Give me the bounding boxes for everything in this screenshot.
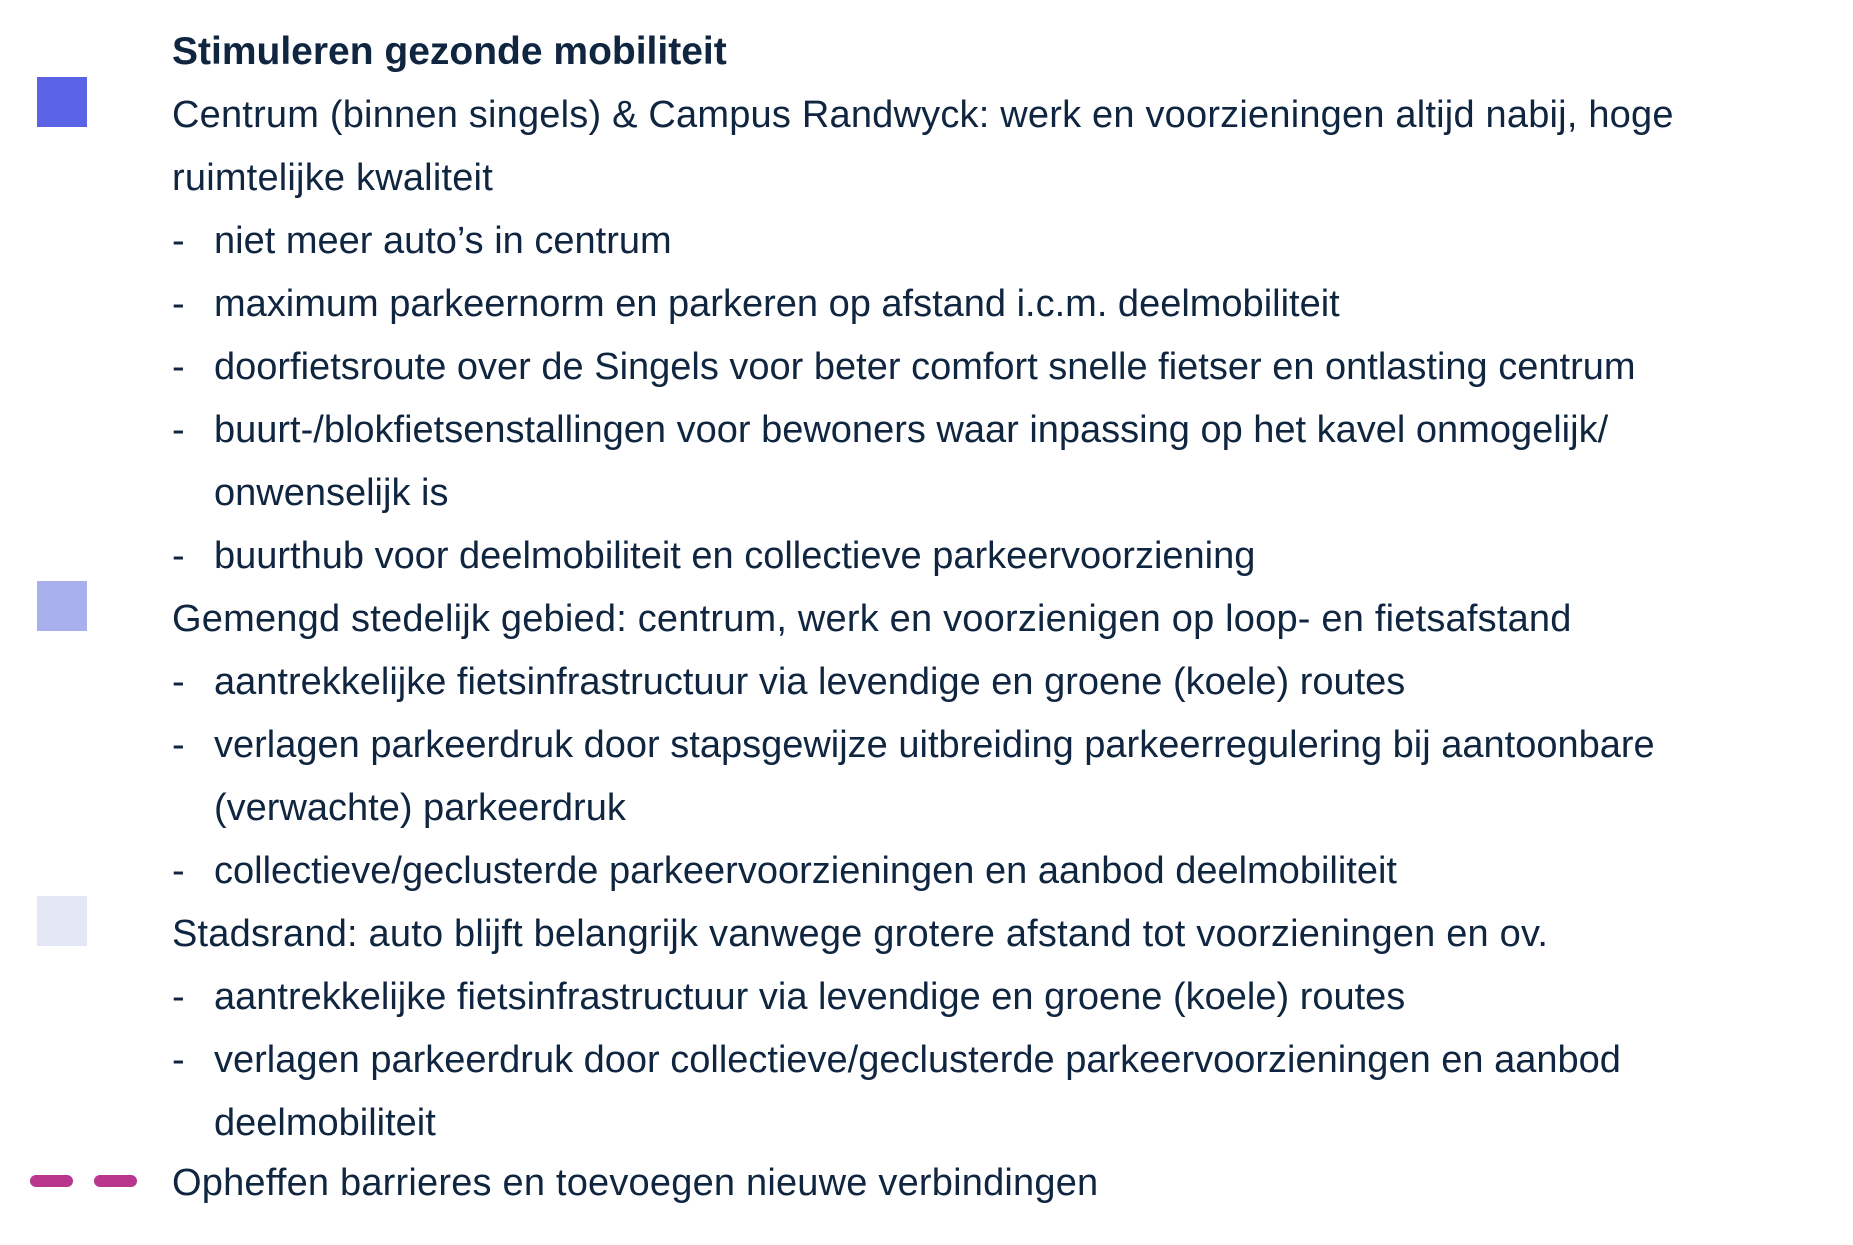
stadsrand-color-swatch [37, 896, 87, 946]
centrum-item-text: doorfietsroute over de Singels voor beter comfort snelle fietser en ontlasting centrum [214, 346, 1636, 388]
gemengd-item-text: (verwachte) parkeerdruk [214, 787, 626, 829]
gemengd-item-text: verlagen parkeerdruk door stapsgewijze uitbreiding parkeerregulering bij aantoonbare [214, 724, 1655, 766]
gemengd-item-text: collectieve/geclusterde parkeervoorzieningen en aanbod deelmobiliteit [214, 850, 1397, 892]
legend-title: Stimuleren gezonde mobiliteit [172, 30, 727, 73]
gemengd-item-text: aantrekkelijke fietsinfrastructuur via levendige en groene (koele) routes [214, 661, 1406, 703]
barrier-dashed-line-symbol [30, 1175, 140, 1187]
dash-bullet: - [172, 409, 185, 451]
dash-segment [94, 1175, 137, 1187]
dash-bullet: - [172, 724, 185, 766]
barrieres-label: Opheffen barrieres en toevoegen nieuwe verbindingen [172, 1162, 1099, 1204]
stadsrand-item-text: aantrekkelijke fietsinfrastructuur via levendige en groene (koele) routes [214, 976, 1406, 1018]
dash-bullet: - [172, 346, 185, 388]
gemengd-color-swatch [37, 581, 87, 631]
centrum-heading-line-1: Centrum (binnen singels) & Campus Randwyck: werk en voorzieningen altijd nabij, hoge [172, 94, 1674, 136]
stadsrand-item-text: verlagen parkeerdruk door collectieve/geclusterde parkeervoorzieningen en aanbod [214, 1039, 1621, 1081]
stadsrand-item-text: deelmobiliteit [214, 1102, 436, 1144]
centrum-item-text: onwenselijk is [214, 472, 449, 514]
centrum-item-text: maximum parkeernorm en parkeren op afstand i.c.m. deelmobiliteit [214, 283, 1340, 325]
centrum-color-swatch [37, 77, 87, 127]
dash-bullet: - [172, 535, 185, 577]
dash-bullet: - [172, 283, 185, 325]
gemengd-heading-line-1: Gemengd stedelijk gebied: centrum, werk en voorzienigen op loop- en fietsafstand [172, 598, 1572, 640]
centrum-item-text: buurt-/blokfietsenstallingen voor bewoners waar inpassing op het kavel onmogelijk/ [214, 409, 1609, 451]
dash-bullet: - [172, 661, 185, 703]
stadsrand-heading-line-1: Stadsrand: auto blijft belangrijk vanwege grotere afstand tot voorzieningen en ov. [172, 913, 1549, 955]
centrum-item-text: niet meer auto’s in centrum [214, 220, 672, 262]
centrum-item-text: buurthub voor deelmobiliteit en collectieve parkeervoorziening [214, 535, 1256, 577]
centrum-heading-line-2: ruimtelijke kwaliteit [172, 157, 493, 199]
dash-bullet: - [172, 850, 185, 892]
dash-bullet: - [172, 220, 185, 262]
dash-segment [30, 1175, 73, 1187]
dash-bullet: - [172, 1039, 185, 1081]
dash-bullet: - [172, 976, 185, 1018]
